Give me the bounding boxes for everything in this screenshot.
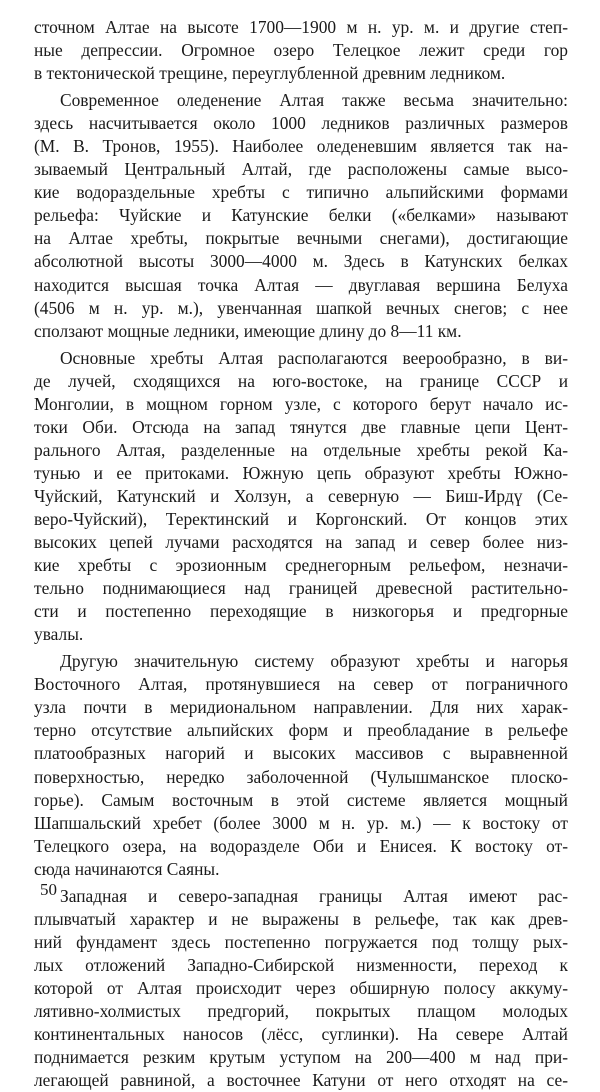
text-line: плывчатый характер и не выражены в рельефе, так как древ- (34, 908, 568, 929)
text-line: Шапшальский хребет (более 3000 м н. ур. м.) — к востоку от (34, 812, 568, 833)
text-line: в тектонической трещине, переуглубленной древним ледником. (34, 63, 506, 84)
text-line: увалы. (34, 624, 84, 645)
text-line: лых отложений Западно-Сибирской низменности, переход к (34, 954, 568, 975)
paragraph (34, 16, 568, 85)
text-line: Другую значительную систему образуют хребты и нагорья (60, 651, 568, 672)
text-line: рельефа: Чуйские и Катунские белки («белками» называют (34, 205, 568, 226)
text-line: узла почти в меридиональном направлении. Для них харак- (34, 697, 568, 718)
text-line: терно отсутствие альпийских форм и преобладание в рельефе (34, 720, 568, 741)
page-text (34, 16, 568, 1092)
text-line: поднимается резким крутым уступом на 200—400 м над при- (34, 1047, 568, 1068)
text-line: сти и постепенно переходящие в низкогорья и предгорные (34, 601, 568, 622)
text-line: Западная и северо-западная границы Алтая имеют рас- (60, 885, 568, 906)
text-line: зываемый Центральный Алтай, где расположены самые высо- (34, 159, 568, 180)
text-line: сточном Алтае на высоте 1700—1900 м н. ур. м. и другие степ- (34, 17, 568, 37)
text-line: кие водораздельные хребты с типично альпийскими формами (34, 182, 568, 203)
paragraph (34, 89, 568, 343)
text-line: Основные хребты Алтая располагаются веерообразно, в ви- (60, 347, 568, 368)
text-line: находится высшая точка Алтая — двуглавая вершина Белуха (34, 274, 568, 295)
text-line: платообразных нагорий и высоких массивов с выравненной (34, 743, 568, 764)
text-line: лятивно-холмистых предгорий, покрытых плащом молодых (34, 1000, 568, 1021)
text-line: Телецкого озера, на водоразделе Оби и Енисея. К востоку от- (34, 835, 568, 856)
text-line: токи Оби. Отсюда на запад тянутся две главные цепи Цент- (34, 416, 568, 437)
text-line: здесь насчитывается около 1000 ледников различных размеров (34, 113, 568, 134)
text-line: континентальных наносов (лёсс, суглинки). На севере Алтай (34, 1024, 568, 1045)
text-line: которой от Алтая происходит через обширную полосу аккуму- (34, 977, 568, 998)
text-line: на Алтае хребты, покрытые вечными снегами), достигающие (34, 228, 568, 249)
paragraph (34, 650, 568, 880)
text-line: веро-Чуйский), Теректинский и Коргонский. От концов этих (34, 508, 568, 529)
text-line: Восточного Алтая, протянувшиеся на север от пограничного (34, 674, 568, 695)
text-line: сползают мощные ледники, имеющие длину до 8—11 км. (34, 320, 462, 341)
text-line: кие хребты с эрозионным среднегорным рельефом, незначи- (34, 555, 568, 576)
text-line: абсолютной высоты 3000—4000 м. Здесь в Катунских белках (34, 251, 568, 272)
text-line: де лучей, сходящихся на юго-востоке, на границе СССР и (34, 370, 568, 391)
text-line: рального Алтая, разделенные на отдельные хребты рекой Ка- (34, 439, 568, 460)
paragraph (34, 347, 568, 647)
text-line: сюда начинаются Саяны. (34, 858, 220, 879)
text-line: Чуйский, Катунский и Холзун, а северную — Биш-Ирдү (Се- (34, 485, 568, 506)
text-line: ний фундамент здесь постепенно погружается под толщу рых- (34, 931, 568, 952)
text-line: Современное оледенение Алтая также весьма значительно: (60, 90, 568, 111)
text-line: горье). Самым восточным в этой системе является мощный (34, 789, 568, 810)
page-number: 50 (40, 880, 57, 899)
text-line: тельно поднимающиеся над границей древесной растительно- (34, 578, 568, 599)
text-line: тунью и ее притоками. Южную цепь образуют хребты Южно- (34, 462, 568, 483)
text-line: (М. В. Тронов, 1955). Наиболее оледеневшим является так на- (34, 136, 568, 157)
paragraph (34, 885, 568, 1092)
text-line: ные депрессии. Огромное озеро Телецкое лежит среди гор (34, 40, 568, 61)
text-line: высоких цепей лучами расходятся на запад и север более низ- (34, 532, 568, 553)
text-line: (4506 м н. ур. м.), увенчанная шапкой вечных снегов; с нее (34, 297, 568, 318)
text-line: легающей равниной, а восточнее Катуни от него отходят на се- (34, 1070, 568, 1091)
text-line: Монголии, в мощном горном узле, с которого берут начало ис- (34, 393, 568, 414)
text-line: поверхностью, нередко заболоченной (Чулышманское плоско- (34, 766, 568, 787)
